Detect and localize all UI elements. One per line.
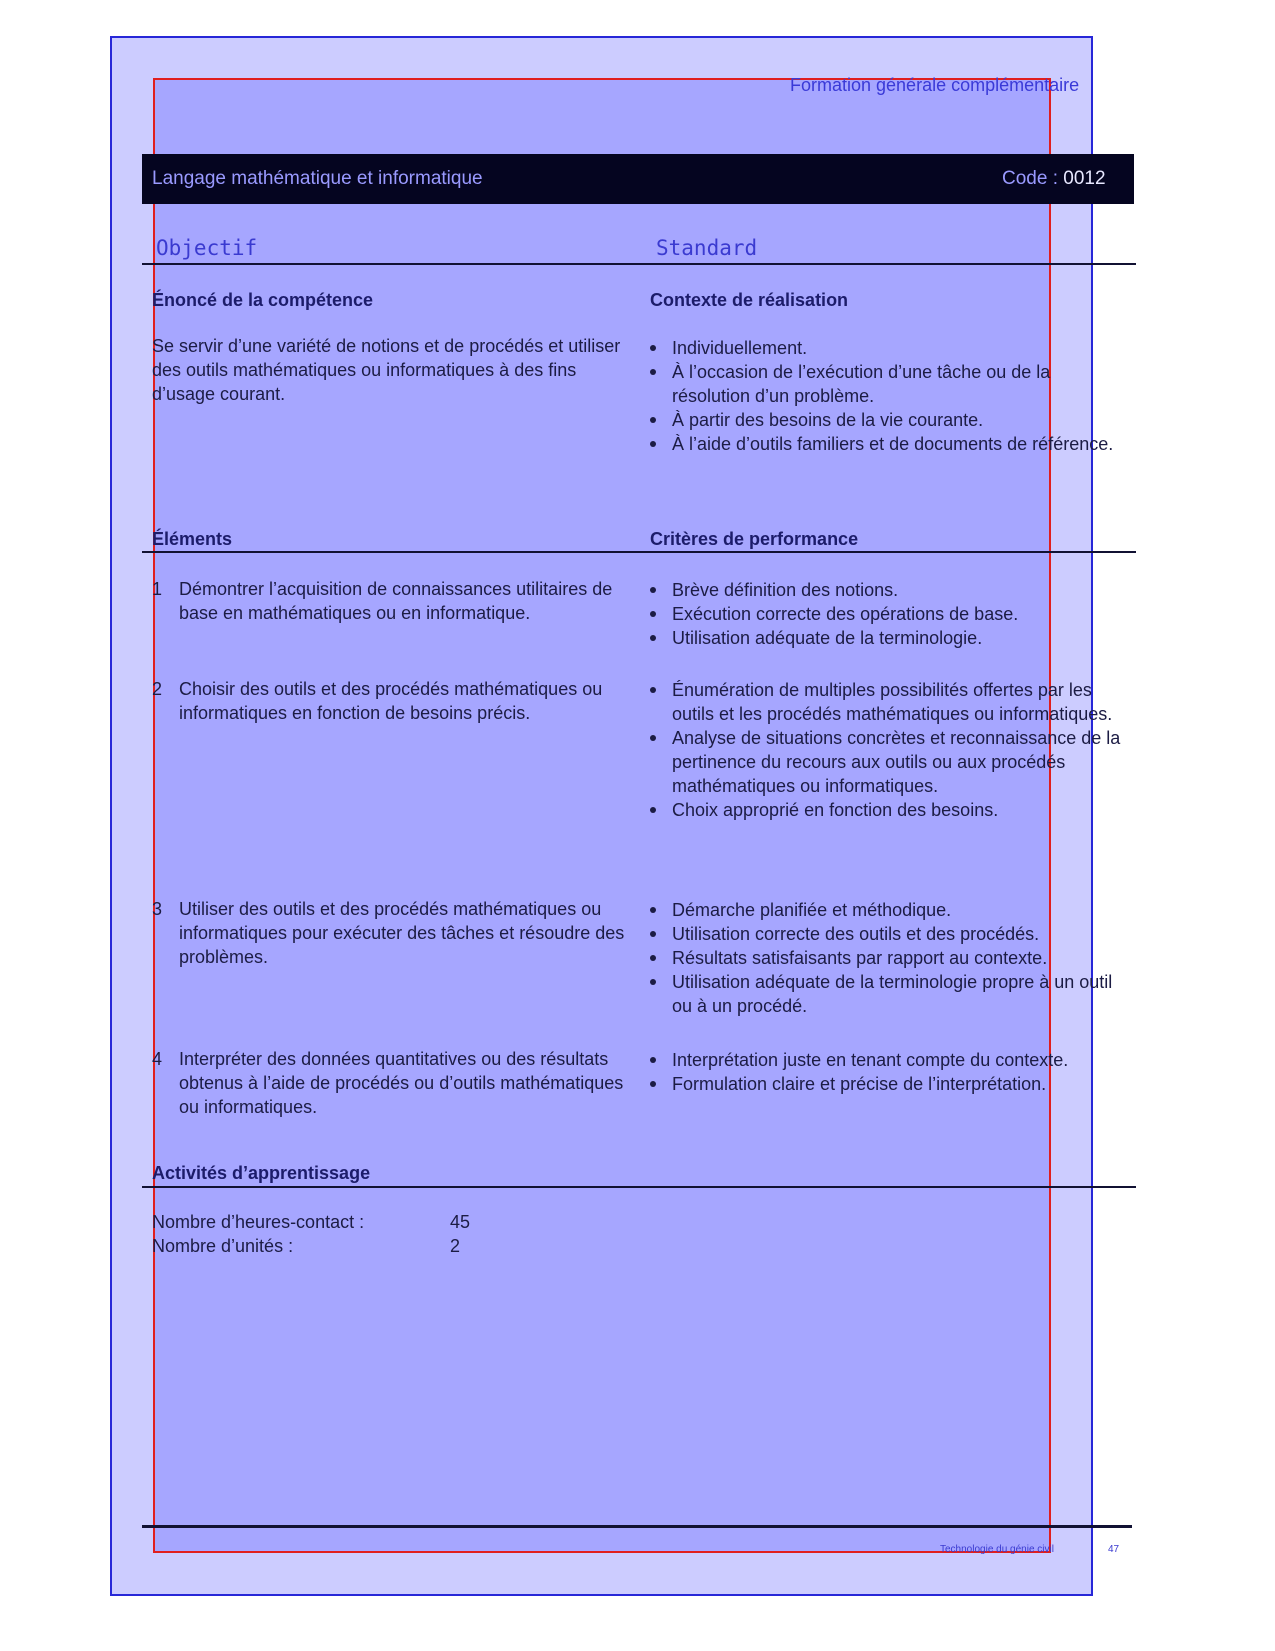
criteria-heading: Critères de performance xyxy=(650,529,859,549)
bullet-icon xyxy=(650,345,656,351)
bullet-icon xyxy=(650,369,656,375)
criterion: Analyse de situations concrètes et reconnaissance de la pertinence du recours aux outils ou aux procédés mathématiques ou informatiques. xyxy=(650,726,1128,798)
footer-divider xyxy=(142,1525,1132,1528)
context-item: À l’aide d’outils familiers et de documents de référence. xyxy=(650,432,1120,456)
element-text: Démontrer l’acquisition de connaissances utilitaires de base en mathématiques ou en informatique. xyxy=(179,579,613,623)
competence-statement: Se servir d’une variété de notions et de procédés et utiliser des outils mathématiques ou informatiques à des fins d’usage courant. xyxy=(152,336,621,404)
course-code xyxy=(1002,168,1106,190)
bullet-icon xyxy=(650,417,656,423)
bullet-icon xyxy=(650,955,656,961)
criterion: Interprétation juste en tenant compte du contexte. xyxy=(650,1048,1135,1072)
element-number: 2 xyxy=(152,679,163,699)
element-2 xyxy=(152,677,632,725)
element-number: 3 xyxy=(152,899,163,919)
section-divider xyxy=(142,1186,1136,1188)
context-heading: Contexte de réalisation xyxy=(650,290,849,310)
bullet-icon xyxy=(650,687,656,693)
bullet-icon xyxy=(650,807,656,813)
bullet-icon xyxy=(650,611,656,617)
contact-hours-value: 45 xyxy=(450,1212,471,1232)
bullet-icon xyxy=(650,735,656,741)
criteria-list-3 xyxy=(650,898,1120,1018)
section-divider xyxy=(142,263,1136,265)
context-item: Individuellement. xyxy=(650,336,1120,360)
criterion: Utilisation adéquate de la terminologie propre à un outil ou à un procédé. xyxy=(650,970,1120,1018)
course-title: Langage mathématique et informatique xyxy=(152,168,483,189)
criterion: Brève définition des notions. xyxy=(650,578,1120,602)
criterion: Démarche planifiée et méthodique. xyxy=(650,898,1120,922)
column-heading-standard: Standard xyxy=(656,236,758,260)
element-text: Choisir des outils et des procédés mathématiques ou informatiques en fonction de besoins précis. xyxy=(179,679,603,723)
criteria-list-4 xyxy=(650,1048,1135,1096)
criterion: Utilisation adéquate de la terminologie. xyxy=(650,626,1120,650)
footer-program-name: Technologie du génie civil xyxy=(940,1544,1054,1555)
elements-heading: Éléments xyxy=(152,529,233,549)
context-list xyxy=(650,336,1120,456)
bullet-icon xyxy=(650,441,656,447)
bullet-icon xyxy=(650,907,656,913)
bullet-icon xyxy=(650,979,656,985)
program-category-label: Formation générale complémentaire xyxy=(790,75,1080,95)
column-heading-objectif: Objectif xyxy=(156,236,258,260)
criterion: Formulation claire et précise de l’interprétation. xyxy=(650,1072,1135,1096)
competence-heading: Énoncé de la compétence xyxy=(152,290,374,310)
element-text: Utiliser des outils et des procédés mathématiques ou informatiques pour exécuter des tâches et résoudre des problèmes. xyxy=(179,899,625,967)
criterion: Énumération de multiples possibilités offertes par les outils et les procédés mathématiques ou informatiques. xyxy=(650,678,1128,726)
bullet-icon xyxy=(650,931,656,937)
element-number: 1 xyxy=(152,579,163,599)
context-item: À l’occasion de l’exécution d’une tâche ou de la résolution d’un problème. xyxy=(650,360,1120,408)
criterion: Utilisation correcte des outils et des procédés. xyxy=(650,922,1120,946)
criterion: Résultats satisfaisants par rapport au contexte. xyxy=(650,946,1120,970)
units-label: Nombre d’unités : xyxy=(152,1236,294,1256)
section-divider xyxy=(142,551,1136,553)
course-code-value: 0012 xyxy=(1063,168,1106,189)
page-number: 47 xyxy=(1108,1544,1120,1555)
context-item: À partir des besoins de la vie courante. xyxy=(650,408,1120,432)
course-code-label: Code : xyxy=(1002,168,1058,189)
bullet-icon xyxy=(650,587,656,593)
bullet-icon xyxy=(650,635,656,641)
element-1 xyxy=(152,577,632,625)
activities-heading: Activités d’apprentissage xyxy=(152,1163,371,1183)
element-number: 4 xyxy=(152,1049,163,1069)
criterion: Choix approprié en fonction des besoins. xyxy=(650,798,1128,822)
units-value: 2 xyxy=(450,1236,461,1256)
criterion: Exécution correcte des opérations de base. xyxy=(650,602,1120,626)
bullet-icon xyxy=(650,1057,656,1063)
criteria-list-2 xyxy=(650,678,1128,822)
element-4 xyxy=(152,1047,632,1119)
element-text: Interpréter des données quantitatives ou des résultats obtenus à l’aide de procédés ou d’outils mathématiques ou informatiques. xyxy=(179,1049,624,1117)
criteria-list-1 xyxy=(650,578,1120,650)
element-3 xyxy=(152,897,632,969)
bullet-icon xyxy=(650,1081,656,1087)
contact-hours-label: Nombre d’heures-contact : xyxy=(152,1212,365,1232)
